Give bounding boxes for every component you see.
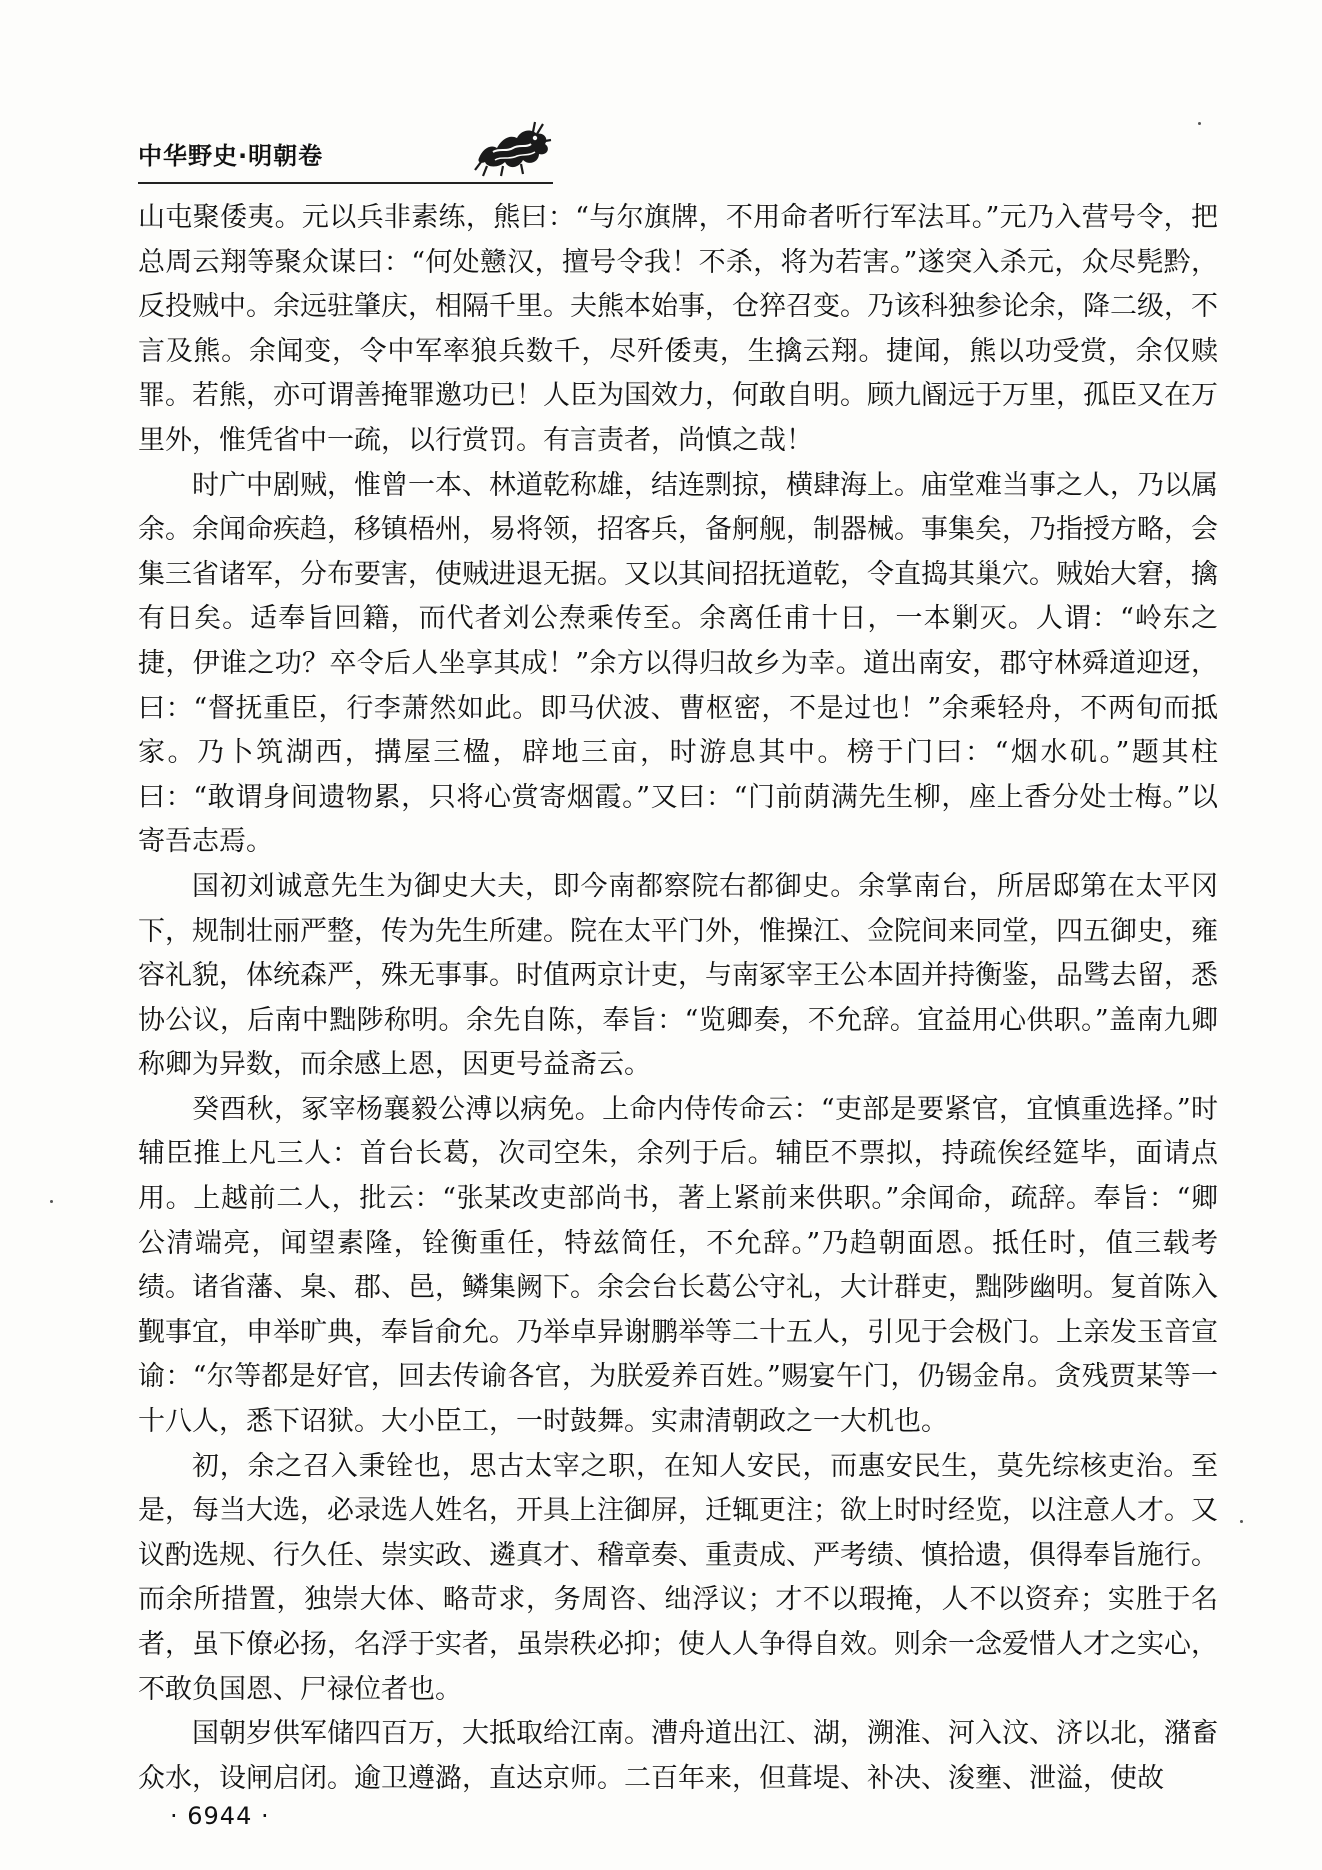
- scan-speck: [50, 1200, 53, 1203]
- paragraph-4: 癸酉秋，冢宰杨襄毅公溥以病免。上命内侍传命云：“吏部是要紧官，宜慎重选择。”时辅臣推上凡三人：首台长葛，次司空朱，余列于后。辅臣不票拟，持疏俟经筵毕，面请点用。上越前二人，批云：“张某改吏部尚书，著上紧前来供职。”余闻命，疏辞。奉旨：“卿公清端亮，闻望素隆，铨衡重任，特兹简任，不允辞。”乃趋朝面恩。抵任时，值三载考绩。诸省藩、臬、郡、邑，鳞集阙下。余会台长葛公守礼，大计群吏，黜陟幽明。复首陈入觐事宜，申举旷典，奉旨俞允。乃举卓异谢鹏举等二十五人，引见于会极门。上亲发玉音宣谕：“尔等都是好官，回去传谕各官，为朕爱养百姓。”赐宴午门，仍锡金帛。贪残贾某等一十八人，悉下诏狱。大小臣工，一时鼓舞。实肃清朝政之一大机也。: [138, 1093, 1218, 1438]
- header-title: 中华野史·明朝卷: [138, 142, 324, 170]
- scan-speck: [1198, 122, 1201, 125]
- page-number: · 6944 ·: [170, 1802, 270, 1830]
- paragraph-1: 山屯聚倭夷。元以兵非素练，熊曰：“与尔旗牌，不用命者听行军法耳。”元乃入营号令，把总周云翔等聚众谋曰：“何处戆汉，擅号令我！不杀，将为若害。”遂突入杀元，众尽髡黔，反投贼中。余远驻肇庆，相隔千里。夫熊本始事，仓猝召变。乃该科独参论余，降二级，不言及熊。余闻变，令中军率狼兵数千，尽歼倭夷，生擒云翔。捷闻，熊以功受赏，余仅赎罪。若熊，亦可谓善掩罪邀功已！人臣为国效力，何敢自明。顾九阍远于万里，孤臣又在万里外，惟凭省中一疏，以行赏罚。有言责者，尚慎之哉！: [138, 202, 1218, 456]
- paragraph-2: 时广中剧贼，惟曾一本、林道乾称雄，结连剽掠，横肆海上。庙堂难当事之人，乃以属余。余闻命疾趋，移镇梧州，易将领，招客兵，备舸舰，制器械。事集矣，乃指授方略，会集三省诸军，分布要害，使贼进退无据。又以其间招抚道乾，令直捣其巢穴。贼始大窘，擒有日矣。适奉旨回籍，而代者刘公焘乘传至。余离任甫十日，一本剿灭。人谓：“岭东之捷，伊谁之功？卒令后人坐享其成！”余方以得归故乡为幸。道出南安，郡守林舜道迎迓，曰：“督抚重臣，行李萧然如此。即马伏波、曹枢密，不是过也！”余乘轻舟，不两旬而抵家。乃卜筑湖西，搆屋三楹，辟地三亩，时游息其中。榜于门曰：“烟水矶。”题其柱曰：“敢谓身间遗物累，只将心赏寄烟霞。”又曰：“门前荫满先生柳，座上香分处士梅。”以寄吾志焉。: [138, 469, 1218, 858]
- dragon-emblem-icon: [473, 118, 553, 178]
- body-text: [138, 196, 1218, 1801]
- running-header: [138, 130, 553, 182]
- paragraph-5: 初，余之召入秉铨也，思古太宰之职，在知人安民，而惠安民生，莫先综核吏治。至是，每当大选，必录选人姓名，开具上注御屏，迁辄更注；欲上时时经览，以注意人才。又议酌选规、行久任、崇实政、遴真才、稽章奏、重责成、严考绩、慎拾遗，俱得奉旨施行。而余所措置，独崇大体、略苛求，务周咨、绌浮议；才不以瑕掩，人不以资弃；实胜于名者，虽下僚必扬，名浮于实者，虽崇秩必抑；使人人争得自效。则余一念爱惜人才之实心，不敢负国恩、尸禄位者也。: [138, 1450, 1218, 1705]
- scan-speck: [1240, 1520, 1243, 1523]
- paragraph-3: 国初刘诚意先生为御史大夫，即今南都察院右都御史。余掌南台，所居邸第在太平冈下，规制壮丽严整，传为先生所建。院在太平门外，惟操江、佥院间来同堂，四五御史，雍容礼貌，体统森严，殊无事事。时值两京计吏，与南冢宰王公本固并持衡鉴，品骘去留，悉协公议，后南中黜陟称明。余先自陈，奉旨：“览卿奏，不允辞。宜益用心供职。”盖南九卿称卿为异数，而余感上恩，因更号益斋云。: [138, 870, 1218, 1081]
- header-rule: [138, 182, 553, 184]
- paragraph-6: 国朝岁供军储四百万，大抵取给江南。漕舟道出江、湖，溯淮、河入汶、济以北，潴畜众水，设闸启闭。逾卫遵潞，直达京师。二百年来，但葺堤、补决、浚壅、泄溢，使故: [138, 1718, 1218, 1794]
